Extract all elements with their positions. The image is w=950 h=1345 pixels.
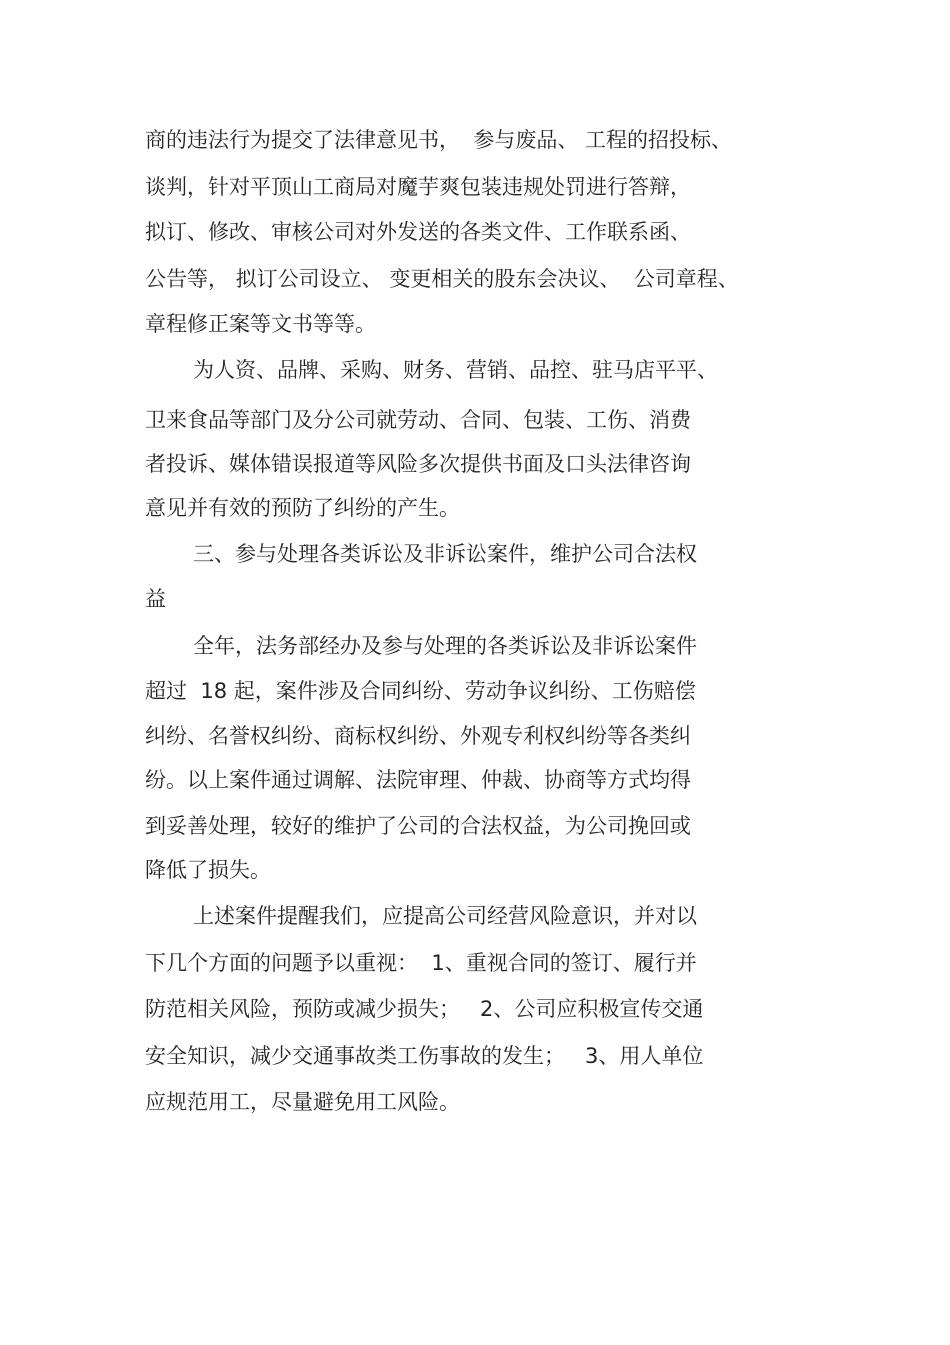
- text-line-19: 下几个方面的问题予以重视： 1、重视合同的签订、履行并: [145, 951, 697, 975]
- text-line-16: 到妥善处理，较好的维护了公司的合法权益，为公司挽回或: [145, 814, 691, 838]
- text-line-1: 商的违法行为提交了法律意见书， 参与废品、 工程的招投标、: [145, 128, 733, 152]
- text-line-9: 意见并有效的预防了纠纷的产生。: [145, 496, 460, 520]
- text-line-15: 纷。以上案件通过调解、法院审理、仲裁、协商等方式均得: [145, 768, 691, 792]
- text-line-20: 防范相关风险，预防或减少损失； 2、公司应积极宣传交通: [145, 997, 704, 1021]
- text-line-14: 纠纷、名誉权纠纷、商标权纠纷、外观专利权纠纷等各类纠: [145, 724, 691, 748]
- section-heading-3-cont: 益: [145, 587, 166, 611]
- text-line-17: 降低了损失。: [145, 858, 271, 882]
- text-line-18: 上述案件提醒我们，应提高公司经营风险意识，并对以: [193, 904, 697, 928]
- text-line-13: 超过 18 起，案件涉及合同纠纷、劳动争议纠纷、工伤赔偿: [145, 679, 696, 703]
- text-line-8: 者投诉、媒体错误报道等风险多次提供书面及口头法律咨询: [145, 452, 691, 476]
- text-line-22: 应规范用工，尽量避免用工风险。: [145, 1090, 460, 1114]
- text-line-6: 为人资、品牌、采购、财务、营销、品控、驻马店平平、: [193, 358, 718, 382]
- text-line-21: 安全知识，减少交通事故类工伤事故的发生； 3、用人单位: [145, 1044, 704, 1068]
- section-heading-3: 三、参与处理各类诉讼及非诉讼案件，维护公司合法权: [193, 542, 697, 566]
- text-line-3: 拟订、修改、审核公司对外发送的各类文件、工作联系函、: [145, 220, 691, 244]
- text-line-12: 全年，法务部经办及参与处理的各类诉讼及非诉讼案件: [193, 634, 697, 658]
- text-line-5: 章程修正案等文书等等。: [145, 312, 376, 336]
- text-line-7: 卫来食品等部门及分公司就劳动、合同、包装、工伤、消费: [145, 408, 691, 432]
- text-line-4: 公告等， 拟订公司设立、 变更相关的股东会决议、 公司章程、: [145, 267, 739, 291]
- text-line-2: 谈判，针对平顶山工商局对魔芋爽包装违规处罚进行答辩，: [145, 175, 691, 199]
